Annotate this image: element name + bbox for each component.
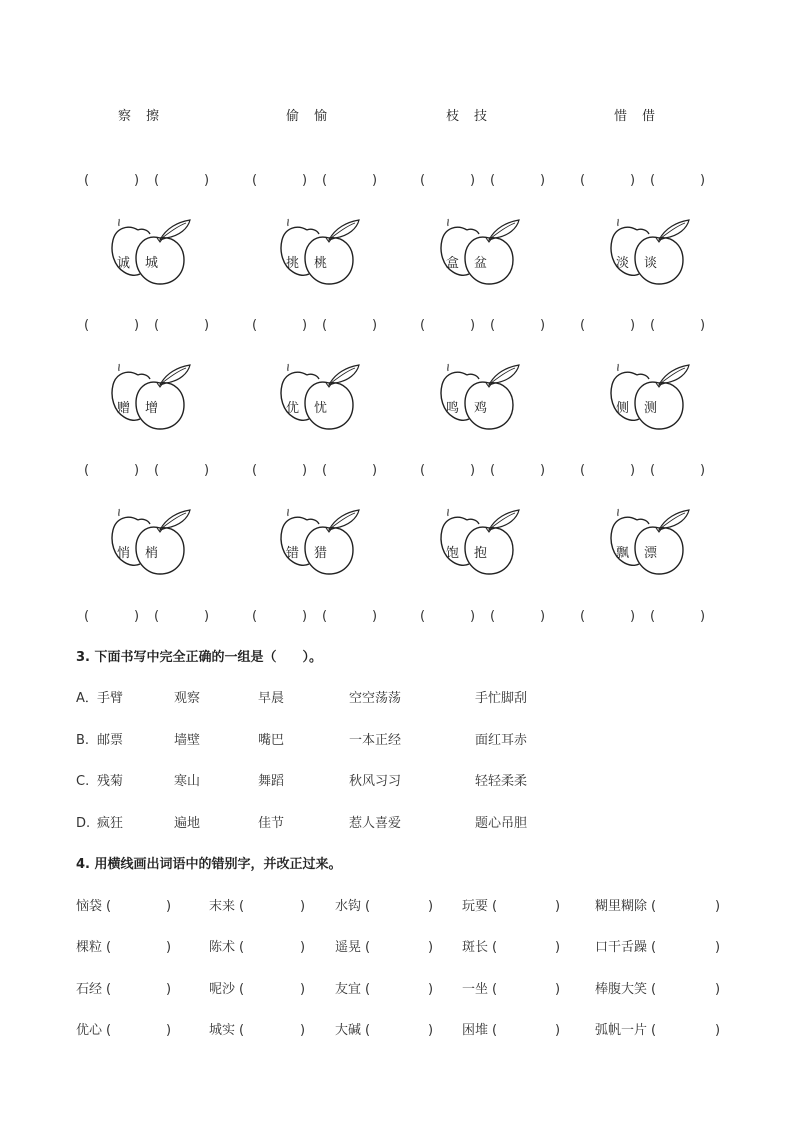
answer-blank-paren[interactable]: ( <box>490 173 496 188</box>
apple-icon <box>606 363 696 433</box>
option-label[interactable]: B. <box>76 732 90 748</box>
word-item: 陈术 <box>209 940 236 956</box>
answer-blank-paren: ) <box>700 173 706 188</box>
answer-blank-paren[interactable]: ( <box>322 463 328 478</box>
answer-blank-paren: ) <box>134 318 140 333</box>
option-word: 惹人喜爱 <box>349 815 402 831</box>
correction-blank-open[interactable]: ( <box>365 940 371 956</box>
apple-icon <box>436 508 526 578</box>
correction-blank-close: ) <box>300 981 306 997</box>
answer-blank-paren: ) <box>630 173 636 188</box>
correction-blank-open[interactable]: ( <box>492 940 498 956</box>
word-item: 斑长 <box>462 940 489 956</box>
answer-blank-paren: ) <box>540 609 546 624</box>
answer-blank-paren: ) <box>470 318 476 333</box>
apple-icon <box>276 218 366 288</box>
answer-blank-paren[interactable]: ( <box>84 318 90 333</box>
word-item: 遥晃 <box>335 940 362 956</box>
option-word: 空空荡荡 <box>349 691 402 706</box>
correction-blank-close: ) <box>715 940 721 956</box>
option-word: 秋风习习 <box>349 774 402 789</box>
word-item: 棵粒 <box>76 940 103 956</box>
option-word: 题心吊胆 <box>475 815 528 831</box>
apple-icon <box>107 363 197 433</box>
correction-blank-close: ) <box>300 940 306 956</box>
correction-blank-close: ) <box>166 981 172 997</box>
apple-char-right: 猎 <box>314 546 328 561</box>
apple-char-right: 谈 <box>644 256 658 271</box>
word-item: 水钩 <box>335 899 362 914</box>
answer-blank-paren: ) <box>372 463 378 478</box>
answer-blank-paren[interactable]: ( <box>84 173 90 188</box>
answer-blank-paren[interactable]: ( <box>580 318 586 333</box>
correction-blank-open[interactable]: ( <box>492 1022 498 1038</box>
correction-blank-close: ) <box>428 899 434 914</box>
correction-blank-close: ) <box>428 981 434 997</box>
correction-blank-open[interactable]: ( <box>239 981 245 997</box>
option-word: 观察 <box>174 691 201 706</box>
answer-blank-paren[interactable]: ( <box>650 609 656 624</box>
answer-blank-paren[interactable]: ( <box>154 318 160 333</box>
apple-char-right: 增 <box>145 401 159 416</box>
correction-blank-close: ) <box>555 940 561 956</box>
word-item: 石经 <box>76 981 103 997</box>
option-word: 邮票 <box>97 732 124 748</box>
correction-blank-open[interactable]: ( <box>106 1022 112 1038</box>
answer-blank-paren: ) <box>700 463 706 478</box>
apple-icon <box>436 363 526 433</box>
char-pair-first: 察 <box>118 109 132 124</box>
answer-blank-paren: ) <box>700 609 706 624</box>
answer-blank-paren: ) <box>302 318 308 333</box>
apple-icon <box>107 218 197 288</box>
answer-blank-paren[interactable]: ( <box>580 463 586 478</box>
answer-blank-paren[interactable]: ( <box>420 318 426 333</box>
option-word: 寒山 <box>174 774 201 789</box>
correction-blank-close: ) <box>555 981 561 997</box>
answer-blank-paren[interactable]: ( <box>322 609 328 624</box>
question-4-title: 4. 用横线画出词语中的错别字，并改正过来。 <box>76 857 342 872</box>
option-word: 一本正经 <box>349 732 402 748</box>
apple-icon <box>276 363 366 433</box>
apple-char-left: 诚 <box>117 256 131 271</box>
answer-blank-paren[interactable]: ( <box>252 463 258 478</box>
option-word: 手忙脚刮 <box>475 691 528 706</box>
answer-blank-paren: ) <box>470 173 476 188</box>
apple-char-left: 错 <box>286 546 300 561</box>
answer-blank-paren[interactable]: ( <box>490 609 496 624</box>
apple-icon <box>436 218 526 288</box>
answer-blank-paren[interactable]: ( <box>420 609 426 624</box>
apple-char-left: 挑 <box>286 256 300 271</box>
answer-blank-paren[interactable]: ( <box>252 609 258 624</box>
word-item: 城实 <box>209 1022 236 1038</box>
correction-blank-close: ) <box>300 1022 306 1038</box>
apple-char-right: 城 <box>145 256 159 271</box>
answer-blank-paren: ) <box>204 609 210 624</box>
correction-blank-open[interactable]: ( <box>365 899 371 914</box>
option-word: 舞蹈 <box>258 774 285 789</box>
answer-blank-paren[interactable]: ( <box>322 173 328 188</box>
answer-blank-paren[interactable]: ( <box>154 173 160 188</box>
apple-char-right: 梢 <box>145 546 159 561</box>
correction-blank-close: ) <box>300 899 306 914</box>
apple-char-right: 漂 <box>644 546 658 561</box>
answer-blank-paren: ) <box>134 463 140 478</box>
answer-blank-paren[interactable]: ( <box>420 463 426 478</box>
answer-blank-paren[interactable]: ( <box>252 173 258 188</box>
char-pair-first: 惜 <box>614 109 628 124</box>
word-item: 恼袋 <box>76 899 103 914</box>
answer-blank-paren: ) <box>302 173 308 188</box>
answer-blank-paren[interactable]: ( <box>154 463 160 478</box>
option-word: 残菊 <box>97 774 124 789</box>
correction-blank-open[interactable]: ( <box>492 899 498 914</box>
answer-blank-paren: ) <box>372 609 378 624</box>
answer-blank-paren[interactable]: ( <box>580 173 586 188</box>
correction-blank-open[interactable]: ( <box>651 940 657 956</box>
answer-blank-paren[interactable]: ( <box>252 318 258 333</box>
answer-blank-paren: ) <box>470 463 476 478</box>
correction-blank-open[interactable]: ( <box>651 981 657 997</box>
apple-char-left: 鸣 <box>446 401 460 416</box>
apple-char-left: 侧 <box>616 401 630 416</box>
option-word: 轻轻柔柔 <box>475 774 528 789</box>
correction-blank-open[interactable]: ( <box>239 899 245 914</box>
word-item: 一坐 <box>462 981 489 997</box>
apple-char-left: 盒 <box>446 256 460 271</box>
answer-blank-paren: ) <box>540 463 546 478</box>
apple-icon <box>107 508 197 578</box>
answer-blank-paren: ) <box>630 609 636 624</box>
correction-blank-open[interactable]: ( <box>365 981 371 997</box>
option-word: 手臂 <box>97 691 124 706</box>
answer-blank-paren: ) <box>302 463 308 478</box>
answer-blank-paren[interactable]: ( <box>490 463 496 478</box>
apple-char-left: 饱 <box>446 546 460 561</box>
answer-blank-paren: ) <box>204 173 210 188</box>
word-item: 优心 <box>76 1022 103 1038</box>
answer-blank-paren: ) <box>540 318 546 333</box>
answer-blank-paren[interactable]: ( <box>322 318 328 333</box>
char-pair-first: 枝 <box>446 109 460 124</box>
correction-blank-close: ) <box>428 940 434 956</box>
answer-blank-paren[interactable]: ( <box>650 463 656 478</box>
word-item: 呢沙 <box>209 981 236 997</box>
correction-blank-open[interactable]: ( <box>651 899 657 914</box>
apple-char-right: 忧 <box>314 401 328 416</box>
apple-char-left: 飘 <box>616 546 630 561</box>
correction-blank-open[interactable]: ( <box>239 1022 245 1038</box>
answer-blank-paren: ) <box>630 463 636 478</box>
answer-blank-paren: ) <box>630 318 636 333</box>
word-item: 糊里糊除 <box>595 899 648 914</box>
correction-blank-close: ) <box>715 1022 721 1038</box>
apple-char-right: 抱 <box>474 546 488 561</box>
apple-char-right: 桃 <box>314 256 328 271</box>
correction-blank-close: ) <box>166 940 172 956</box>
answer-blank-paren: ) <box>302 609 308 624</box>
option-word: 遍地 <box>174 815 201 831</box>
correction-blank-open[interactable]: ( <box>651 1022 657 1038</box>
apple-char-left: 悄 <box>117 546 131 561</box>
answer-blank-paren: ) <box>134 173 140 188</box>
correction-blank-close: ) <box>166 1022 172 1038</box>
correction-blank-open[interactable]: ( <box>106 940 112 956</box>
apple-char-left: 赠 <box>117 401 131 416</box>
option-label[interactable]: D. <box>76 815 91 831</box>
word-item: 弧帆一片 <box>595 1022 648 1038</box>
apple-icon <box>606 508 696 578</box>
char-pair-second: 借 <box>642 109 656 124</box>
answer-blank-paren[interactable]: ( <box>84 609 90 624</box>
correction-blank-close: ) <box>428 1022 434 1038</box>
answer-blank-paren[interactable]: ( <box>154 609 160 624</box>
correction-blank-close: ) <box>166 899 172 914</box>
answer-blank-paren: ) <box>372 173 378 188</box>
apple-icon <box>276 508 366 578</box>
word-item: 口干舌躁 <box>595 940 648 956</box>
char-pair-second: 擦 <box>146 109 160 124</box>
option-word: 早晨 <box>258 691 285 706</box>
apple-char-left: 优 <box>286 401 300 416</box>
apple-icon <box>606 218 696 288</box>
option-word: 佳节 <box>258 815 285 831</box>
option-word: 面红耳赤 <box>475 732 528 748</box>
option-word: 墙壁 <box>174 732 201 748</box>
answer-blank-paren[interactable]: ( <box>580 609 586 624</box>
correction-blank-open[interactable]: ( <box>492 981 498 997</box>
answer-blank-paren[interactable]: ( <box>650 173 656 188</box>
word-item: 大碱 <box>335 1022 362 1038</box>
char-pair-first: 偷 <box>286 109 300 124</box>
option-word: 疯狂 <box>97 815 124 831</box>
correction-blank-close: ) <box>715 899 721 914</box>
char-pair-second: 技 <box>474 109 488 124</box>
apple-char-right: 鸡 <box>474 401 488 416</box>
option-label[interactable]: A． <box>76 691 98 706</box>
answer-blank-paren[interactable]: ( <box>490 318 496 333</box>
option-label[interactable]: C. <box>76 774 90 789</box>
correction-blank-open[interactable]: ( <box>239 940 245 956</box>
correction-blank-open[interactable]: ( <box>106 899 112 914</box>
question-3-title: 3. 下面书写中完全正确的一组是（ ）。 <box>76 650 323 665</box>
word-item: 棒腹大笑 <box>595 981 648 997</box>
word-item: 玩要 <box>462 899 489 914</box>
answer-blank-paren: ) <box>700 318 706 333</box>
correction-blank-open[interactable]: ( <box>106 981 112 997</box>
correction-blank-close: ) <box>715 981 721 997</box>
word-item: 困堆 <box>462 1022 489 1038</box>
correction-blank-open[interactable]: ( <box>365 1022 371 1038</box>
apple-char-left: 淡 <box>616 256 630 271</box>
word-item: 末来 <box>209 899 236 914</box>
answer-blank-paren[interactable]: ( <box>420 173 426 188</box>
answer-blank-paren: ) <box>204 318 210 333</box>
answer-blank-paren: ) <box>540 173 546 188</box>
answer-blank-paren: ) <box>372 318 378 333</box>
correction-blank-close: ) <box>555 1022 561 1038</box>
char-pair-second: 愉 <box>314 109 328 124</box>
apple-char-right: 盆 <box>474 256 488 271</box>
answer-blank-paren[interactable]: ( <box>650 318 656 333</box>
word-item: 友宜 <box>335 981 362 997</box>
answer-blank-paren: ) <box>134 609 140 624</box>
answer-blank-paren[interactable]: ( <box>84 463 90 478</box>
correction-blank-close: ) <box>555 899 561 914</box>
option-word: 嘴巴 <box>258 732 285 748</box>
answer-blank-paren: ) <box>204 463 210 478</box>
apple-char-right: 测 <box>644 401 658 416</box>
answer-blank-paren: ) <box>470 609 476 624</box>
